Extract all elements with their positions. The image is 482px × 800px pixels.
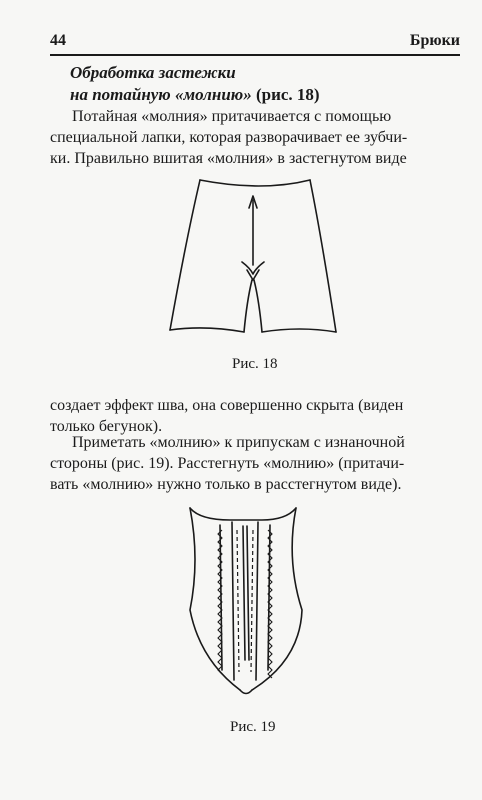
paragraph-1-line-3: ки. Правильно вшитая «молния» в застегнутом виде [50,150,407,167]
paragraph-2-line-1: создает эффект шва, она совершенно скрыта (виден [50,397,404,414]
paragraph-3-line-3: вать «молнию» нужно только в расстегнутом виде). [50,476,402,493]
heading-line-1: Обработка застежки [70,63,236,82]
paragraph-1-line-2: специальной лапки, которая разворачивает ее зубчи- [50,129,408,146]
paragraph-1 [50,106,460,169]
running-head: Брюки [409,32,460,49]
figure-18-caption: Рис. 18 [232,356,278,372]
heading-line-2: на потайную «молнию» [70,85,252,104]
paragraph-3-line-2: стороны (рис. 19). Расстегнуть «молнию» (притачи- [50,455,405,472]
paragraph-3 [50,432,460,495]
paragraph-2 [50,395,460,437]
heading-figure-ref: (рис. 18) [251,85,320,104]
page-number: 44 [50,32,66,49]
section-heading [70,62,460,106]
paragraph-1-line-1: Потайная «молния» притачивается с помощью [72,108,392,125]
paragraph-3-line-1: Приметать «молнию» к припускам с изнаночной [72,434,405,451]
page-header [50,32,460,56]
figure-19-caption: Рис. 19 [230,719,276,735]
paragraph-2-line-2: только бегунок). [50,418,163,435]
